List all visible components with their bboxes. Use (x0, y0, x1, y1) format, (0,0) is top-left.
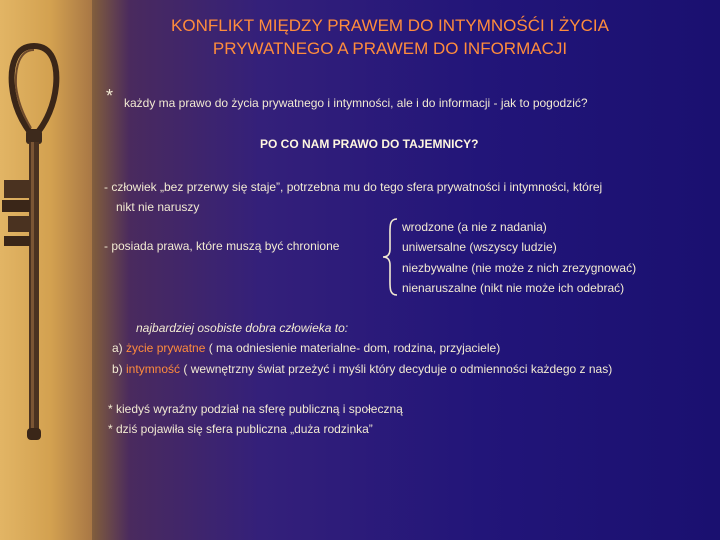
point-1-line-2: nikt nie naruszy (116, 200, 200, 214)
goods-intro: najbardziej osobiste dobra człowieka to: (136, 321, 349, 335)
right-item: wrodzone (a nie z nadania) (402, 220, 547, 234)
bullet-star: * (106, 86, 114, 106)
item-marker: a) (112, 341, 123, 355)
antique-key-icon (0, 40, 70, 510)
goods-item-b (112, 359, 612, 379)
item-marker: b) (112, 362, 123, 376)
right-item: niezbywalne (nie może z nich zrezygnować) (402, 261, 637, 275)
point-1-line-1: - człowiek „bez przerwy się staje”, potrzebna mu do tego sfera prywatności i intymności, której (104, 180, 603, 194)
right-item: uniwersalne (wszyscy ludzie) (402, 240, 557, 254)
item-b-description: ( wewnętrzny świat przeżyć i myśli który decyduje o odmienności każdego z nas) (180, 362, 613, 376)
note-2: * dziś pojawiła się sfera publiczna „duża rodzinka” (108, 422, 373, 436)
section-heading: PO CO NAM PRAWO DO TAJEMNICY? (260, 137, 479, 151)
item-a-description: ( ma odniesienie materialne- dom, rodzina, przyjaciele) (205, 341, 501, 355)
intro-text: każdy ma prawo do życia prywatnego i intymności, ale i do informacji - jak to pogodzić? (124, 96, 588, 110)
slide-title (110, 14, 670, 60)
item-b-term: intymność (126, 362, 181, 376)
note-1: * kiedyś wyraźny podział na sferę publiczną i społeczną (108, 402, 403, 416)
title-line-2: PRYWATNEGO A PRAWEM DO INFORMACJI (212, 39, 568, 58)
goods-item-a (112, 338, 500, 358)
title-line-1: KONFLIKT MIĘDZY PRAWEM DO INTYMNOŚĆI I ŻYCIA (171, 16, 609, 35)
item-a-term: życie prywatne (126, 341, 206, 355)
point-2: - posiada prawa, które muszą być chronione (104, 239, 340, 253)
right-item: nienaruszalne (nikt nie może ich odebrać) (402, 281, 625, 295)
curly-brace-icon (380, 217, 400, 297)
